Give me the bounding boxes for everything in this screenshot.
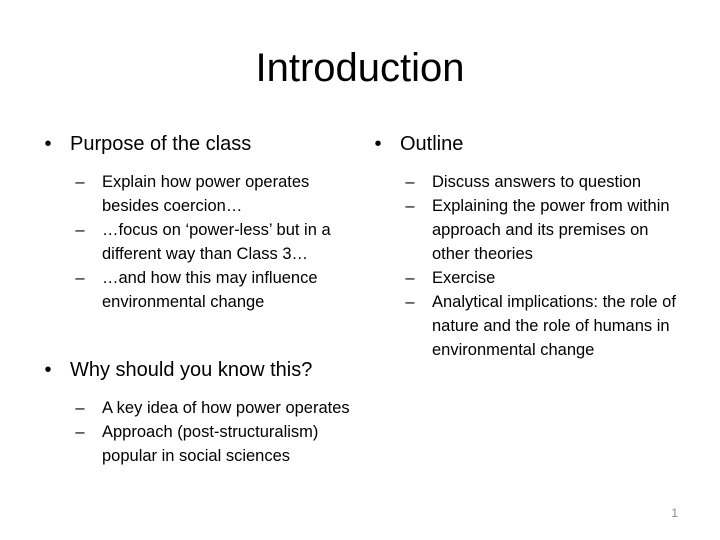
page-number: 1 xyxy=(671,506,678,520)
sub-item xyxy=(38,266,358,314)
slide-title: Introduction xyxy=(255,46,465,90)
bullet-marker: • xyxy=(44,133,52,155)
sub-item xyxy=(38,396,358,420)
dash-marker: – xyxy=(405,269,415,287)
dash-marker: – xyxy=(75,269,85,287)
outline-sub-list xyxy=(368,170,688,362)
sub-item-text: A key idea of how power operates xyxy=(102,399,350,417)
sub-item-text: Discuss answers to question xyxy=(432,173,642,191)
sub-item-text: …focus on ‘power-less’ but in a different way than Class 3… xyxy=(102,221,331,263)
sub-item xyxy=(368,266,688,290)
bullet-outline xyxy=(368,128,688,160)
dash-marker: – xyxy=(405,173,415,191)
why-sub-list xyxy=(38,396,358,468)
sub-item-text: …and how this may influence environmental change xyxy=(102,269,318,311)
dash-marker: – xyxy=(75,399,85,417)
sub-item-text: Exercise xyxy=(432,269,496,287)
sub-item xyxy=(38,218,358,266)
sub-item xyxy=(368,194,688,266)
bullet-purpose xyxy=(38,128,358,160)
left-column xyxy=(38,128,358,468)
sub-item-text: Explaining the power from within approach and its premises on other theories xyxy=(432,197,670,263)
purpose-sub-list xyxy=(38,170,358,314)
sub-item-text: Explain how power operates besides coercion… xyxy=(102,173,310,215)
sub-item xyxy=(368,170,688,194)
dash-marker: – xyxy=(405,293,415,311)
bullet-outline-text: Outline xyxy=(400,133,464,155)
sub-item-text: Approach (post-structuralism) popular in social sciences xyxy=(102,423,319,465)
sub-item xyxy=(38,420,358,468)
dash-marker: – xyxy=(75,221,85,239)
dash-marker: – xyxy=(405,197,415,215)
sub-item-text: Analytical implications: the role of nature and the role of humans in environmental change xyxy=(432,293,676,359)
sub-item xyxy=(38,170,358,218)
dash-marker: – xyxy=(75,173,85,191)
sub-item xyxy=(368,290,688,362)
bullet-marker: • xyxy=(374,133,382,155)
right-column xyxy=(368,128,688,362)
bullet-why-text: Why should you know this? xyxy=(70,359,313,381)
bullet-purpose-text: Purpose of the class xyxy=(70,133,252,155)
dash-marker: – xyxy=(75,423,85,441)
bullet-marker: • xyxy=(44,359,52,381)
bullet-why xyxy=(38,354,358,386)
